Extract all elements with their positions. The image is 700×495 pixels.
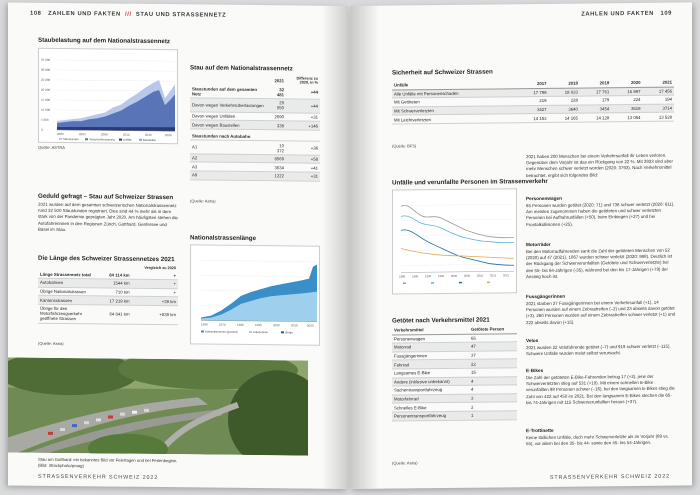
row-value: 710 km [100, 288, 132, 297]
left-page [8, 2, 348, 489]
x-tick: 2000 [57, 131, 64, 137]
row-label: A2 [190, 154, 269, 163]
text1-title: Geduld gefragt – Stau auf Schweizer Strassen [38, 192, 174, 202]
x-tick: 1995 [438, 274, 445, 279]
row-value: 10 372 [269, 141, 286, 155]
chart1-source: Quelle: ASTRA [38, 144, 65, 151]
col-header: Unfälle [392, 80, 517, 89]
x-tick: 2004 [79, 132, 86, 137]
legend-item: Nationalstrassen (gesamt) [205, 329, 238, 334]
line-series [401, 247, 514, 259]
stau-table-title: Stau auf dem Nationalstrassennetz [190, 64, 293, 73]
col-year: 2021 [274, 78, 284, 84]
row-label: Davon wegen Unfällen [190, 112, 269, 121]
row-diff: +31 [286, 172, 320, 181]
section-body-motorcycles: Bei den Motorradfahrenden sank die Zahl der getöteten Menschen von 52 (2020) auf 47 (2021). 1067 wurden schwer verletzt (2020: 998). Deutlich ist der Rückgang der Schwerverunfallten (Getötete und Schwerverletzte) bei den 55- bis 64-Jährigen (-35), während bei den bis 17-Jährigen (+79) der Anstieg hoch ist. [526, 247, 672, 279]
row-diff: + [132, 271, 178, 280]
row-value: 32 481 [269, 86, 286, 99]
x-tick: 2000 [273, 323, 280, 328]
y-tick: 5 000 [41, 117, 49, 122]
y-tick: 0 [41, 127, 43, 132]
y-tick: 30 000 [41, 67, 51, 72]
table-row: Andere (inklusive unbekannt) 4 [392, 376, 517, 386]
y-tick: 20 000 [41, 87, 51, 92]
col-header-comparison: Vergleich zu 2020 [144, 266, 176, 271]
row-diff: + [132, 288, 178, 297]
chapter-title: STAU UND STRASSENNETZ [135, 11, 227, 19]
row-value: 84 114 km [100, 271, 132, 279]
stau-table [190, 74, 320, 181]
length-table-title: Die Länge des Schweizer Strassennetzes 2021 [38, 254, 175, 264]
row-label: Staustunden auf dem gesamten Netz [190, 85, 269, 99]
row-label: A1 [190, 140, 269, 154]
row-value: 2690 [269, 112, 286, 121]
stau-chart-svg [39, 49, 179, 145]
y-tick: 25 000 [41, 77, 51, 82]
table-row: Mit Schwerverletzten 3427 3640 3454 3619 3714 [394, 105, 672, 114]
legend-item: übrige [285, 330, 293, 335]
col-header: 2017 [517, 80, 548, 88]
photo-caption: Stau am Gotthard: ein bekanntes Bild vor Feiertagen und bei Ferienbeginn. (Bild: iStockphoto/proag) [38, 456, 178, 469]
chart3-title: Unfälle und verunfallte Personen im Strassenverkehr [392, 177, 548, 187]
x-tick: 2000 [451, 273, 458, 278]
row-value: 64 641 km [100, 305, 132, 324]
row-label: A3 [190, 162, 269, 171]
safety-table [392, 79, 674, 125]
row-label: Davon wegen Verkehrsüberlastungen [190, 98, 269, 112]
table-row: Langsames E-Bike 15 [392, 368, 517, 378]
transport-table-title: Getötet nach Verkehrsmittel 2021 [392, 316, 490, 325]
row-label: Autobahnen [38, 278, 100, 287]
row-diff: +41 [286, 163, 320, 172]
length-chart [190, 244, 320, 345]
accidents-chart-svg [393, 189, 518, 295]
right-page [350, 2, 692, 489]
table-row: Fussgängerinnen 37 [392, 351, 517, 361]
left-footer: STRASSENVERKEHR SCHWEIZ 2022 [38, 473, 159, 482]
x-tick: 2010 [291, 323, 298, 328]
table-row: Schnelles E-Bike 2 [392, 402, 517, 412]
col-header: Getötete Person [469, 325, 517, 334]
row-diff: +58 [286, 155, 320, 164]
row-label: Kantonsstrassen [38, 296, 100, 305]
y-tick: 35 000 [41, 57, 51, 62]
table-row [190, 85, 320, 99]
length-table-source: (Quelle: Astra) [38, 340, 64, 347]
x-tick: 2010 [477, 273, 484, 278]
x-tick: 2021 [503, 273, 510, 278]
x-tick: 2016 [145, 132, 152, 137]
x-tick: 2008 [101, 132, 108, 137]
table-row: Personenwagen 65 [392, 333, 517, 343]
photo-illustration [8, 357, 308, 455]
section-title-motorcycles: Motorräder [526, 241, 551, 248]
right-page-header [581, 11, 672, 18]
row-label: Übrige Nationalstrassen [38, 287, 100, 296]
col-header: 2020 [611, 79, 642, 87]
section-title-ebikes: E-Bikes [526, 367, 544, 374]
section-title: ZAHLEN UND FAKTEN [581, 10, 654, 18]
x-tick: 1990 [425, 274, 432, 279]
transport-table-source: (Quelle: Astra) [392, 460, 418, 466]
stau-chart [38, 48, 178, 144]
safety-table-source: (Quelle: BFS) [392, 143, 417, 149]
text1-body: 2021 wurden auf dem gesamten schweizerischen Nationalstrassennetz rund 32 500 Staustunden registriert. Dies sind 44 % mehr als in dem stark von der Pandemie geprägten Jahr 2020. Am häufigsten stehen die Autofahrerinnen in den Regionen Zürich, Gotthard, Genfersee und Basel im Stau. [38, 201, 178, 232]
x-tick: 1990 [255, 323, 262, 328]
table-row [190, 171, 320, 181]
y-tick: 10 000 [41, 107, 51, 112]
chart1-title: Staubelastung auf dem Nationalstrassennetz [38, 36, 171, 46]
table-row [38, 304, 178, 324]
col-header: Verkehrsmittel [392, 326, 469, 335]
table-row: Fahrrad 22 [392, 359, 517, 369]
row-value: 8569 [269, 155, 286, 164]
section-title-bikes: Velos [526, 338, 539, 344]
section-title: ZAHLEN UND FAKTEN [48, 10, 121, 18]
x-tick: 1980 [399, 274, 406, 279]
chart2-title: Nationalstrassenlänge [190, 234, 257, 243]
section-title-cars: Personenwagen [526, 195, 562, 202]
row-value: 1222 [269, 172, 286, 181]
x-tick: 2015 [490, 273, 497, 278]
table-row: Motorrad 47 [392, 342, 517, 352]
legend-item: Verkehrsüberlastung [89, 137, 115, 142]
page-number: 109 [660, 10, 672, 17]
page-number: 108 [30, 10, 42, 17]
y-tick: 15 000 [41, 97, 51, 102]
row-diff: +39 km [132, 297, 178, 306]
left-page-header [30, 11, 226, 19]
x-tick: 2005 [464, 273, 471, 278]
x-tick: 2020 [307, 323, 314, 328]
gotthard-traffic-photo [8, 357, 308, 455]
row-label: Übrige für den Motorfahrzeugverkehr geöffnete Strassen [38, 304, 100, 323]
row-value: 17 219 km [100, 296, 132, 305]
stau-table-source: (Quelle: Astra) [190, 198, 216, 204]
col-diff: Differenz zu 2020, in % [296, 76, 318, 85]
table-row: Sachentransportfahrzeug 4 [392, 385, 517, 395]
table-row [190, 98, 320, 113]
legend-item: Baustellen [143, 137, 157, 142]
row-diff: +31 [286, 113, 320, 122]
section-body-cars: 65 Personen wurden getötet (2020: 71) und 738 schwer verletzt (2020: 611). Am meisten zugenommen haben die getöteten und schwer verletzten Personen bei Aufhahrunfällen (+50), beim Einbiegen (+27) und bei Frontalkollisionen (+25). [526, 201, 675, 227]
row-label: Davon wegen Baustellen [190, 120, 269, 129]
table-row: Mit Getöteten 219 228 179 224 194 [394, 97, 672, 106]
col-header: 2019 [580, 79, 611, 87]
table-row: Personentransportfahrzeug 1 [392, 411, 517, 421]
table-row [190, 140, 320, 155]
length-chart-svg [191, 245, 321, 346]
table-row: Motorfahrrad 3 [392, 394, 517, 404]
right-footer: STRASSENVERKEHR SCHWEIZ 2022 [549, 473, 670, 481]
x-tick: 1980 [237, 322, 244, 327]
x-tick: 1985 [412, 274, 419, 279]
section-title-escooters: E-Trottinette [526, 427, 554, 434]
section-body-ebikes: Die Zahl der getöteten E-Bike-Fahrenden betrug 17 (+2), jene der Schwerverletzten stieg auf 531 (+10). Mit einem schnellen E-Bike verunfallten 98 Personen schwer (–16), bei den langsamen E-Bikes stieg die Zahl von 422 auf 450 im 2021. Bei den langsamen E-Bikes stechen die 65- bis 74-Jährigen mit 115 Schwerverunfallten heraus (+37). [526, 373, 675, 405]
row-diff: +839 km [132, 305, 178, 324]
x-tick: 1970 [219, 322, 226, 327]
row-diff: +44 [286, 86, 320, 99]
x-tick: 1960 [201, 322, 208, 327]
row-value: 1544 km [100, 279, 132, 288]
section-body-pedestrians: 2021 starben 37 Fussgängerinnen bei einem Verkehrsunfall (+1), 14 Personen wurden auf einem Zebrastreifen (–2) und 23 abseits davon getötet (+3). 260 Personen wurden auf einem Zebrastreifen schwer verletzt (+1) und 222 abseits davon (+15). [526, 299, 676, 325]
row-diff: +44 [286, 99, 320, 113]
line-series [401, 215, 514, 244]
x-tick: 2012 [123, 132, 130, 137]
col-header: 2021 [643, 79, 674, 87]
x-tick: 2020 [165, 133, 172, 138]
section-body-escooters: Keine tödlichen Unfälle, doch mehr Schwerverletzte als im Vorjahr (89 vs. 55), vor allem bei den 35- bis 44- sowie den 45- bis 54-Jährigen. [526, 433, 669, 447]
row-diff: + [132, 279, 178, 288]
row-value: 3634 [269, 163, 286, 172]
table-row: Mit Leichtverletzten 14 153 14 165 14 128 13 054 13 528 [394, 114, 672, 123]
separator: /// [125, 11, 132, 18]
col-header: 2018 [549, 80, 580, 88]
intro-text: 2021 haben 200 Menschen bei einem Verkehrsunfall ihr Leben verloren. Gegenüber dem Vorjahr ist das ein Rückgang von 22 %. Mit 3933 sind aber mehr Menschen schwer verletzt worden (2020: 3793). Nach Verkehrsmittel betrachtet, ergibt sich folgendes Bild: [526, 152, 673, 178]
stau-subheader: Staustunden nach Autobahn [190, 129, 320, 142]
section-body-bikes: 2021 wurden 22 Velofahrende getötet (–7) und 919 schwer verletzt (–115). Schwere Unfälle wurden meist selbst verursacht. [526, 343, 671, 357]
length-table [38, 264, 178, 325]
row-label: A9 [190, 171, 269, 180]
section-title-pedestrians: Fussgängerinnen [526, 293, 566, 300]
legend-item: Autobahnen [253, 330, 269, 335]
row-diff: +146 [286, 121, 320, 130]
row-label: Länge Strassennetz total [38, 270, 100, 279]
row-value: 338 [269, 121, 286, 130]
row-diff: +36 [286, 141, 320, 155]
table-row: Alle Unfälle mit Personenschaden 17 799 18 033 17 761 16 897 17 456 [394, 88, 672, 97]
safety-table-title: Sicherheit auf Schweizer Strassen [392, 68, 493, 77]
transport-table [392, 325, 517, 421]
legend-item: Unfälle [123, 137, 132, 142]
legend-item: Staustunden [63, 137, 79, 142]
accidents-chart [392, 188, 517, 294]
row-value: 29 050 [269, 99, 286, 113]
